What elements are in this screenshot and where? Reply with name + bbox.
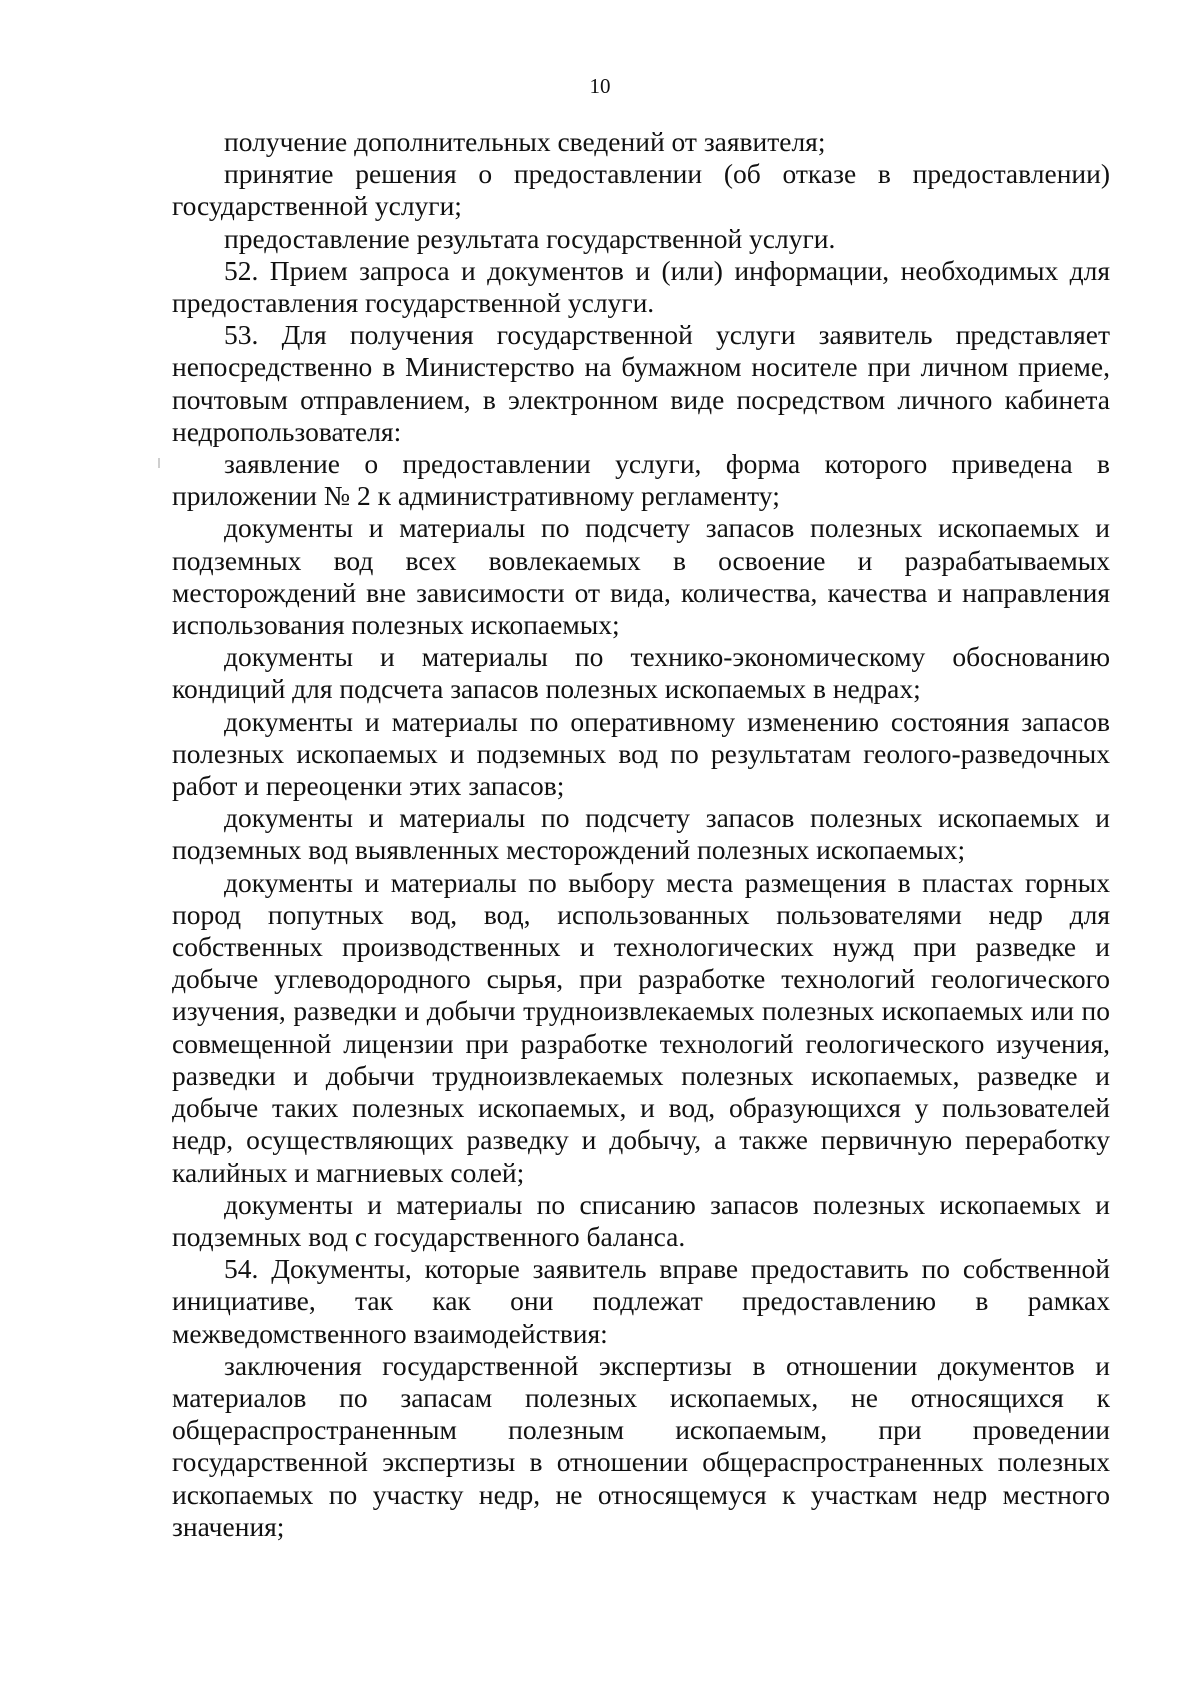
paragraph: документы и материалы по выбору места размещения в пластах горных пород попутных вод, вод, использованных пользователями недр для собственных производственных и технологических нужд при разведке и добыче углеводородного сырья, при разработке технологий геологического изучения, разведки и добычи трудноизвлекаемых полезных ископаемых или по совмещенной лицензии при разработке технологий геологического изучения, разведки и добычи трудноизвлекаемых полезных ископаемых, разведке и добыче таких полезных ископаемых, и вод, образующихся у пользователей недр, осуществляющих разведку и добычу, а также первичную переработку калийных и магниевых солей; xyxy=(172,866,1110,1188)
paragraph-item-54: 54. Документы, которые заявитель вправе предоставить по собственной инициативе, так как они подлежат предоставлению в рамках межведомственного взаимодействия: xyxy=(172,1253,1110,1349)
paragraph: заявление о предоставлении услуги, форма которого приведена в приложении № 2 к административному регламенту; xyxy=(172,448,1110,512)
paragraph: документы и материалы по подсчету запасов полезных ископаемых и подземных вод всех вовлекаемых в освоение и разрабатываемых месторождений вне зависимости от вида, количества, качества и направления использования полезных ископаемых; xyxy=(172,512,1110,641)
paragraph: документы и материалы по технико-экономическому обоснованию кондиций для подсчета запасов полезных ископаемых в недрах; xyxy=(172,641,1110,705)
scan-mark xyxy=(158,458,160,468)
document-body xyxy=(172,126,1110,1543)
page-number: 10 xyxy=(589,74,611,98)
paragraph: документы и материалы по подсчету запасов полезных ископаемых и подземных вод выявленных месторождений полезных ископаемых; xyxy=(172,802,1110,866)
paragraph: предоставление результата государственной услуги. xyxy=(224,222,836,254)
paragraph-item-52: 52. Прием запроса и документов и (или) информации, необходимых для предоставления государственной услуги. xyxy=(172,254,1110,319)
paragraph-item-53: 53. Для получения государственной услуги заявитель представляет непосредственно в Министерство на бумажном носителе при личном приеме, почтовым отправлением, в электронном виде посредством личного кабинета недропользователя: xyxy=(172,319,1110,447)
paragraph: документы и материалы по списанию запасов полезных ископаемых и подземных вод с государственного баланса. xyxy=(172,1188,1110,1252)
paragraph: получение дополнительных сведений от заявителя; xyxy=(224,126,826,157)
paragraph: документы и материалы по оперативному изменению состояния запасов полезных ископаемых и подземных вод по результатам геолого-разведочных работ и переоценки этих запасов; xyxy=(172,705,1110,802)
paragraph: заключения государственной экспертизы в отношении документов и материалов по запасам полезных ископаемых, не относящихся к общераспространенным полезным ископаемым, при проведении государственной экспертизы в отношении общераспространенных полезных ископаемых по участку недр, не относящемуся к участкам недр местного значения; xyxy=(172,1349,1110,1542)
paragraph: принятие решения о предоставлении (об отказе в предоставлении) государственной услуги; xyxy=(172,158,1110,222)
